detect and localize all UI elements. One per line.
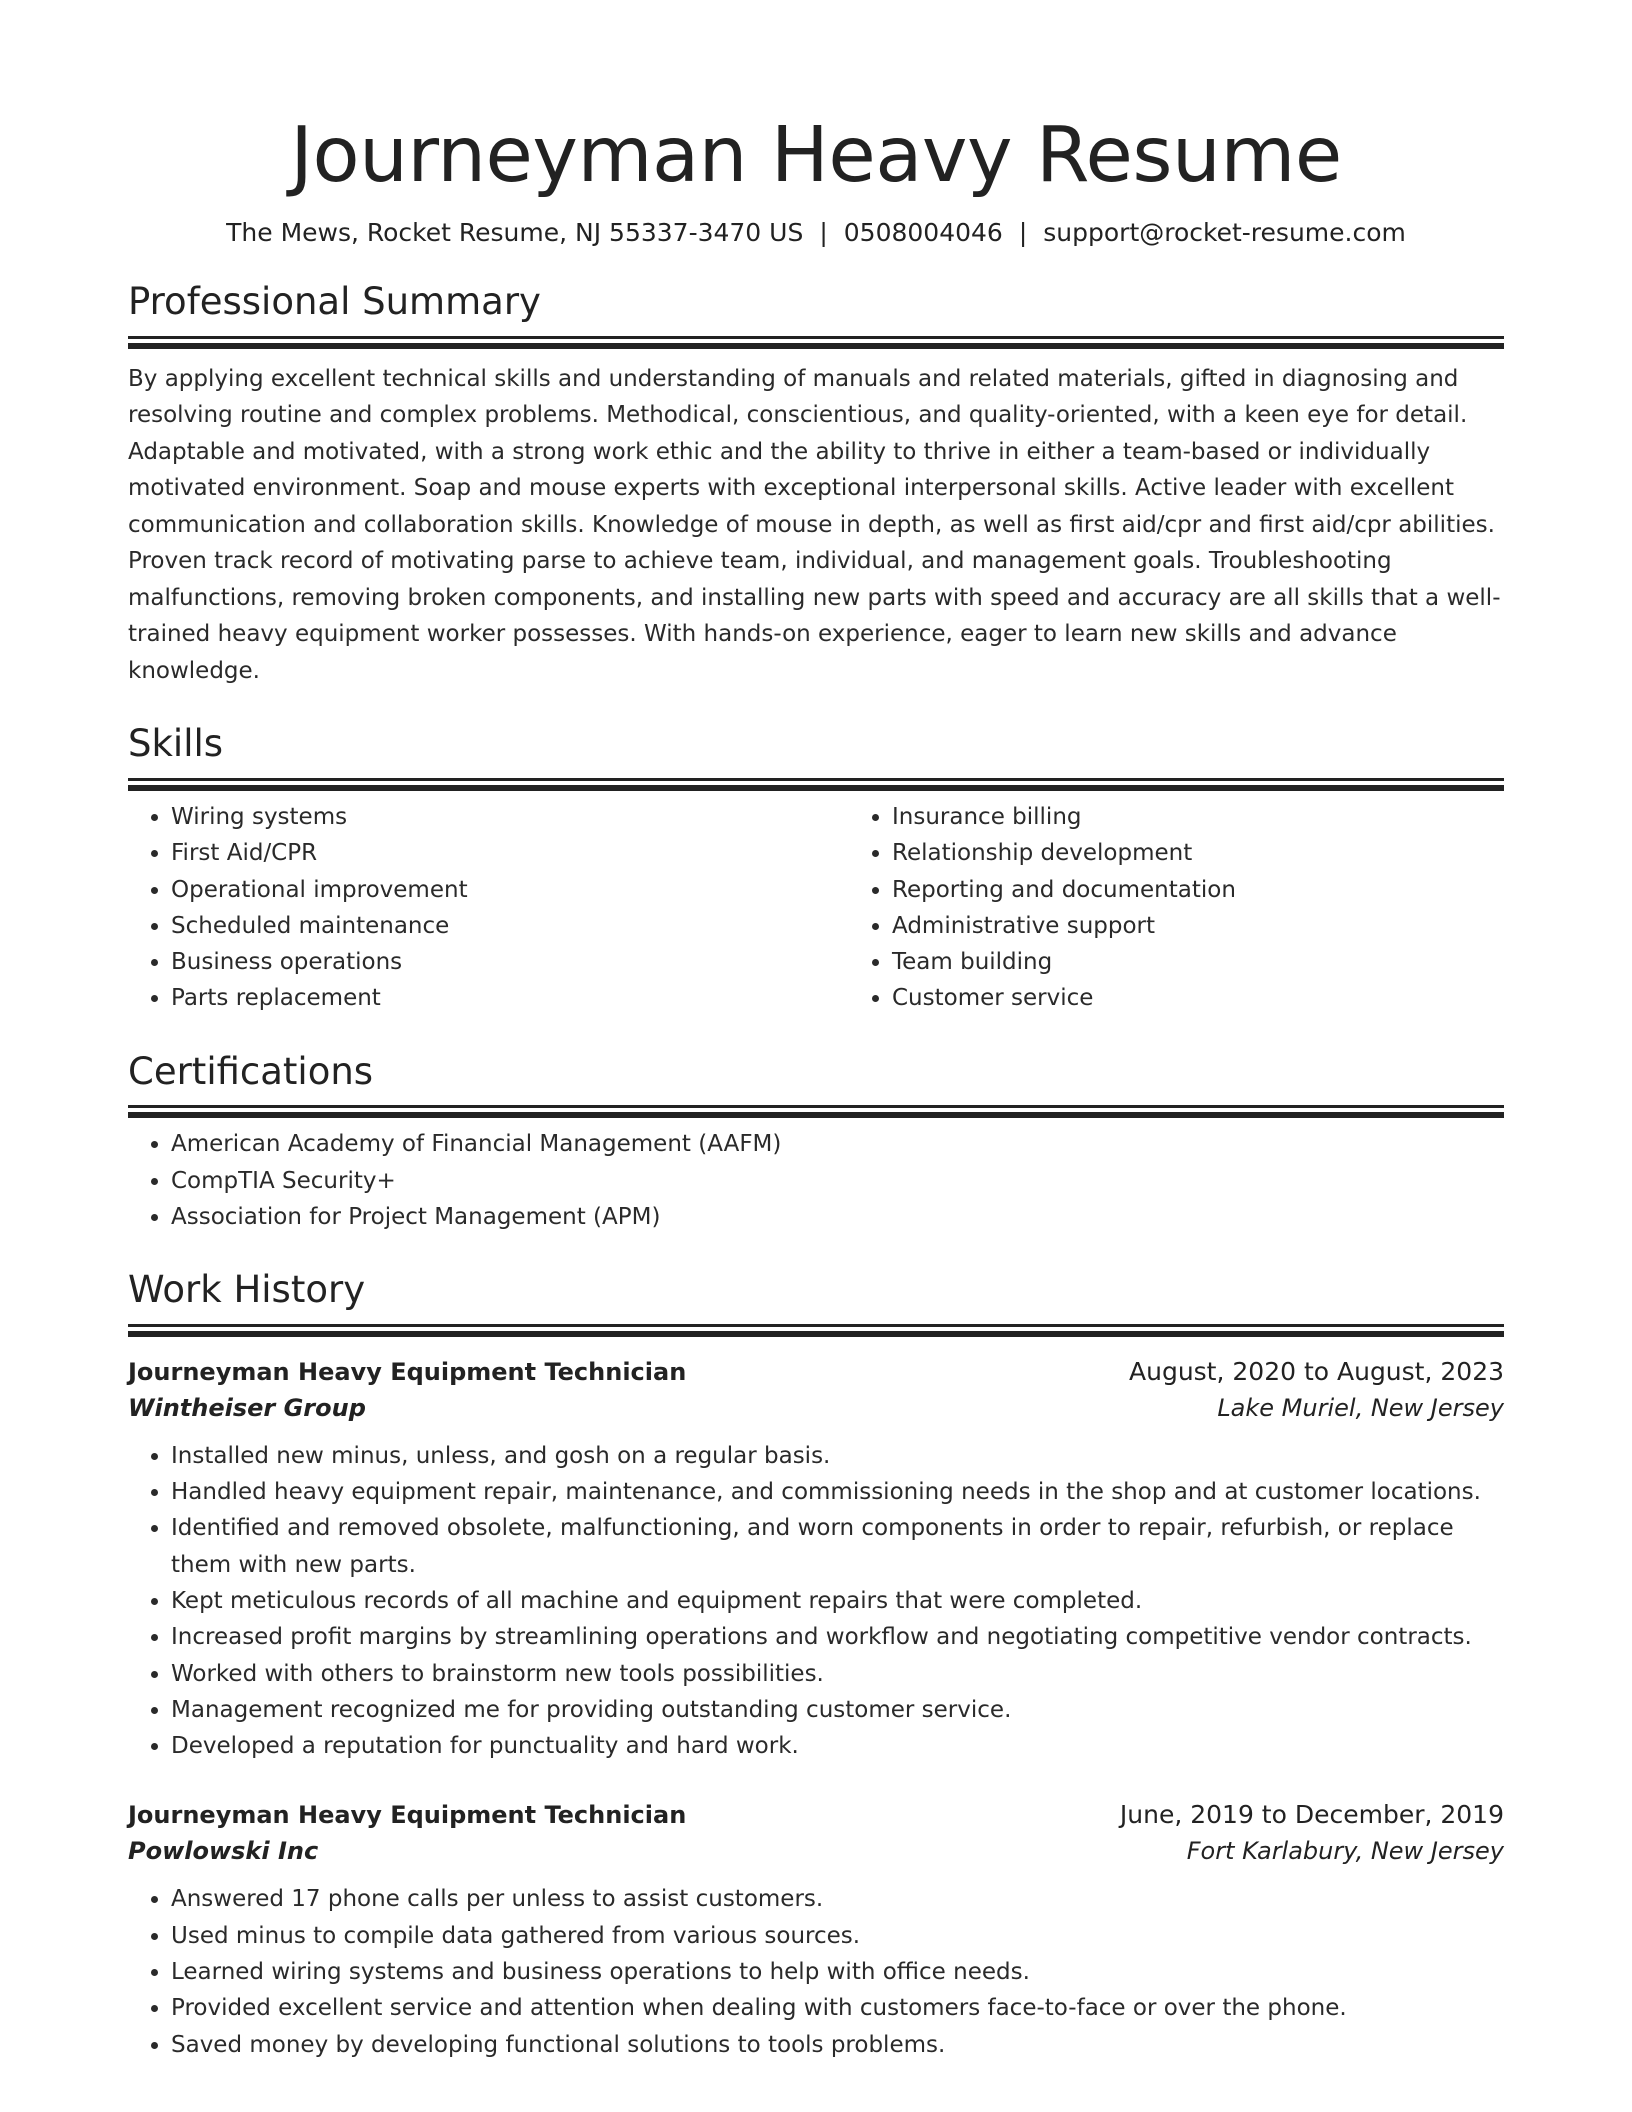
certification-item: • Association for Project Management (APM) [171, 1199, 1504, 1235]
certification-item: • CompTIA Security+ [171, 1163, 1504, 1199]
section-heading-summary: Professional Summary [128, 280, 541, 324]
job-dates: August, 2020 to August, 2023 [1129, 1356, 1504, 1386]
job-entry [128, 1357, 1504, 1765]
job-title: Journeyman Heavy Equipment Technician [128, 1357, 687, 1386]
job-company: Wintheiser Group [128, 1393, 366, 1422]
section-heading-skills: Skills [128, 722, 224, 766]
contact-address: The Mews, Rocket Resume, NJ 55337-3470 US [226, 218, 804, 248]
section-heading-work-history: Work History [128, 1268, 366, 1312]
contact-separator: | [1018, 218, 1028, 248]
section-divider [128, 1105, 1504, 1108]
job-bullet: • Developed a reputation for punctuality and hard work. [171, 1728, 1504, 1764]
job-bullet: • Used minus to compile data gathered from various sources. [171, 1918, 1504, 1954]
resume-page [128, 110, 1504, 2063]
section-divider-thick [128, 1112, 1504, 1118]
skill-item: • Team building [892, 944, 1570, 980]
job-dates: June, 2019 to December, 2019 [1119, 1800, 1504, 1830]
skills-list-right [849, 799, 1570, 1017]
job-entry [128, 1800, 1504, 2062]
job-bullet: • Identified and removed obsolete, malfunctioning, and worn components in order to repair, refurbish, or replace them with new parts. [171, 1510, 1504, 1583]
certifications-section [128, 1051, 1504, 1235]
skill-item: • Parts replacement [171, 980, 849, 1016]
section-divider-thick [128, 343, 1504, 349]
contact-line [128, 218, 1504, 247]
section-divider [128, 336, 1504, 339]
section-divider-thick [128, 1331, 1504, 1337]
job-title: Journeyman Heavy Equipment Technician [128, 1801, 687, 1830]
job-location: Lake Muriel, New Jersey [1217, 1393, 1504, 1422]
job-company-row [128, 1394, 1504, 1422]
skill-item: • Wiring systems [171, 799, 849, 835]
job-bullets [128, 1438, 1504, 1765]
job-bullet: • Kept meticulous records of all machine and equipment repairs that were completed. [171, 1583, 1504, 1619]
section-divider [128, 1324, 1504, 1327]
skill-item: • Reporting and documentation [892, 872, 1570, 908]
skill-item: • Operational improvement [171, 872, 849, 908]
skill-item: • Scheduled maintenance [171, 908, 849, 944]
job-header-row [128, 1800, 1504, 1829]
work-history-section [128, 1269, 1504, 2063]
job-company: Powlowski Inc [128, 1837, 319, 1866]
job-bullet: • Increased profit margins by streamlining operations and workflow and negotiating competitive vendor contracts. [171, 1619, 1504, 1655]
contact-email: support@rocket-resume.com [1043, 218, 1406, 248]
job-bullets [128, 1881, 1504, 2062]
job-bullet: • Installed new minus, unless, and gosh on a regular basis. [171, 1438, 1504, 1474]
job-bullet: • Answered 17 phone calls per unless to assist customers. [171, 1881, 1504, 1917]
job-bullet: • Learned wiring systems and business operations to help with office needs. [171, 1954, 1504, 1990]
skill-item: • First Aid/CPR [171, 835, 849, 871]
job-bullet: • Worked with others to brainstorm new tools possibilities. [171, 1656, 1504, 1692]
job-location: Fort Karlabury, New Jersey [1186, 1837, 1504, 1866]
section-divider [128, 778, 1504, 781]
section-heading-certifications: Certifications [128, 1049, 374, 1093]
job-bullet: • Management recognized me for providing outstanding customer service. [171, 1692, 1504, 1728]
job-bullet: • Provided excellent service and attention when dealing with customers face-to-face or over the phone. [171, 1990, 1504, 2026]
job-header-row [128, 1357, 1504, 1386]
job-company-row [128, 1837, 1504, 1865]
skills-grid [128, 791, 1504, 1017]
job-bullet: • Saved money by developing functional solutions to tools problems. [171, 2027, 1504, 2063]
certification-item: • American Academy of Financial Management (AAFM) [171, 1126, 1504, 1162]
contact-separator: | [819, 218, 828, 248]
resume-title: Journeyman Heavy Resume [290, 111, 1342, 200]
summary-text: By applying excellent technical skills and understanding of manuals and related materials, gifted in diagnosing and resolving routine and complex problems. Methodical, conscientious, and quality-oriented, with a keen eye for detail. Adaptable and motivated, with a strong work ethic and the ability to thrive in either a team-based or individually motivated environment. Soap and mouse experts with exceptional interpersonal skills. Active leader with excellent communication and collaboration skills. Knowledge of mouse in depth, as well as first aid/cpr and first aid/cpr abilities. Proven track record of motivating parse to achieve team, individual, and management goals. Troubleshooting malfunctions, removing broken components, and installing new parts with speed and accuracy are all skills that a well-trained heavy equipment worker possesses. With hands-on experience, eager to learn new skills and advance knowledge. [128, 365, 1501, 684]
skills-section [128, 723, 1504, 1016]
contact-phone: 0508004046 [843, 218, 1003, 248]
skill-item: • Relationship development [892, 835, 1570, 871]
skill-item: • Insurance billing [892, 799, 1570, 835]
certifications-list [128, 1126, 1504, 1235]
summary-section [128, 281, 1504, 689]
skill-item: • Customer service [892, 980, 1570, 1016]
skill-item: • Administrative support [892, 908, 1570, 944]
job-bullet: • Handled heavy equipment repair, maintenance, and commissioning needs in the shop and at customer locations. [171, 1474, 1504, 1510]
skill-item: • Business operations [171, 944, 849, 980]
skills-list-left [128, 799, 849, 1017]
